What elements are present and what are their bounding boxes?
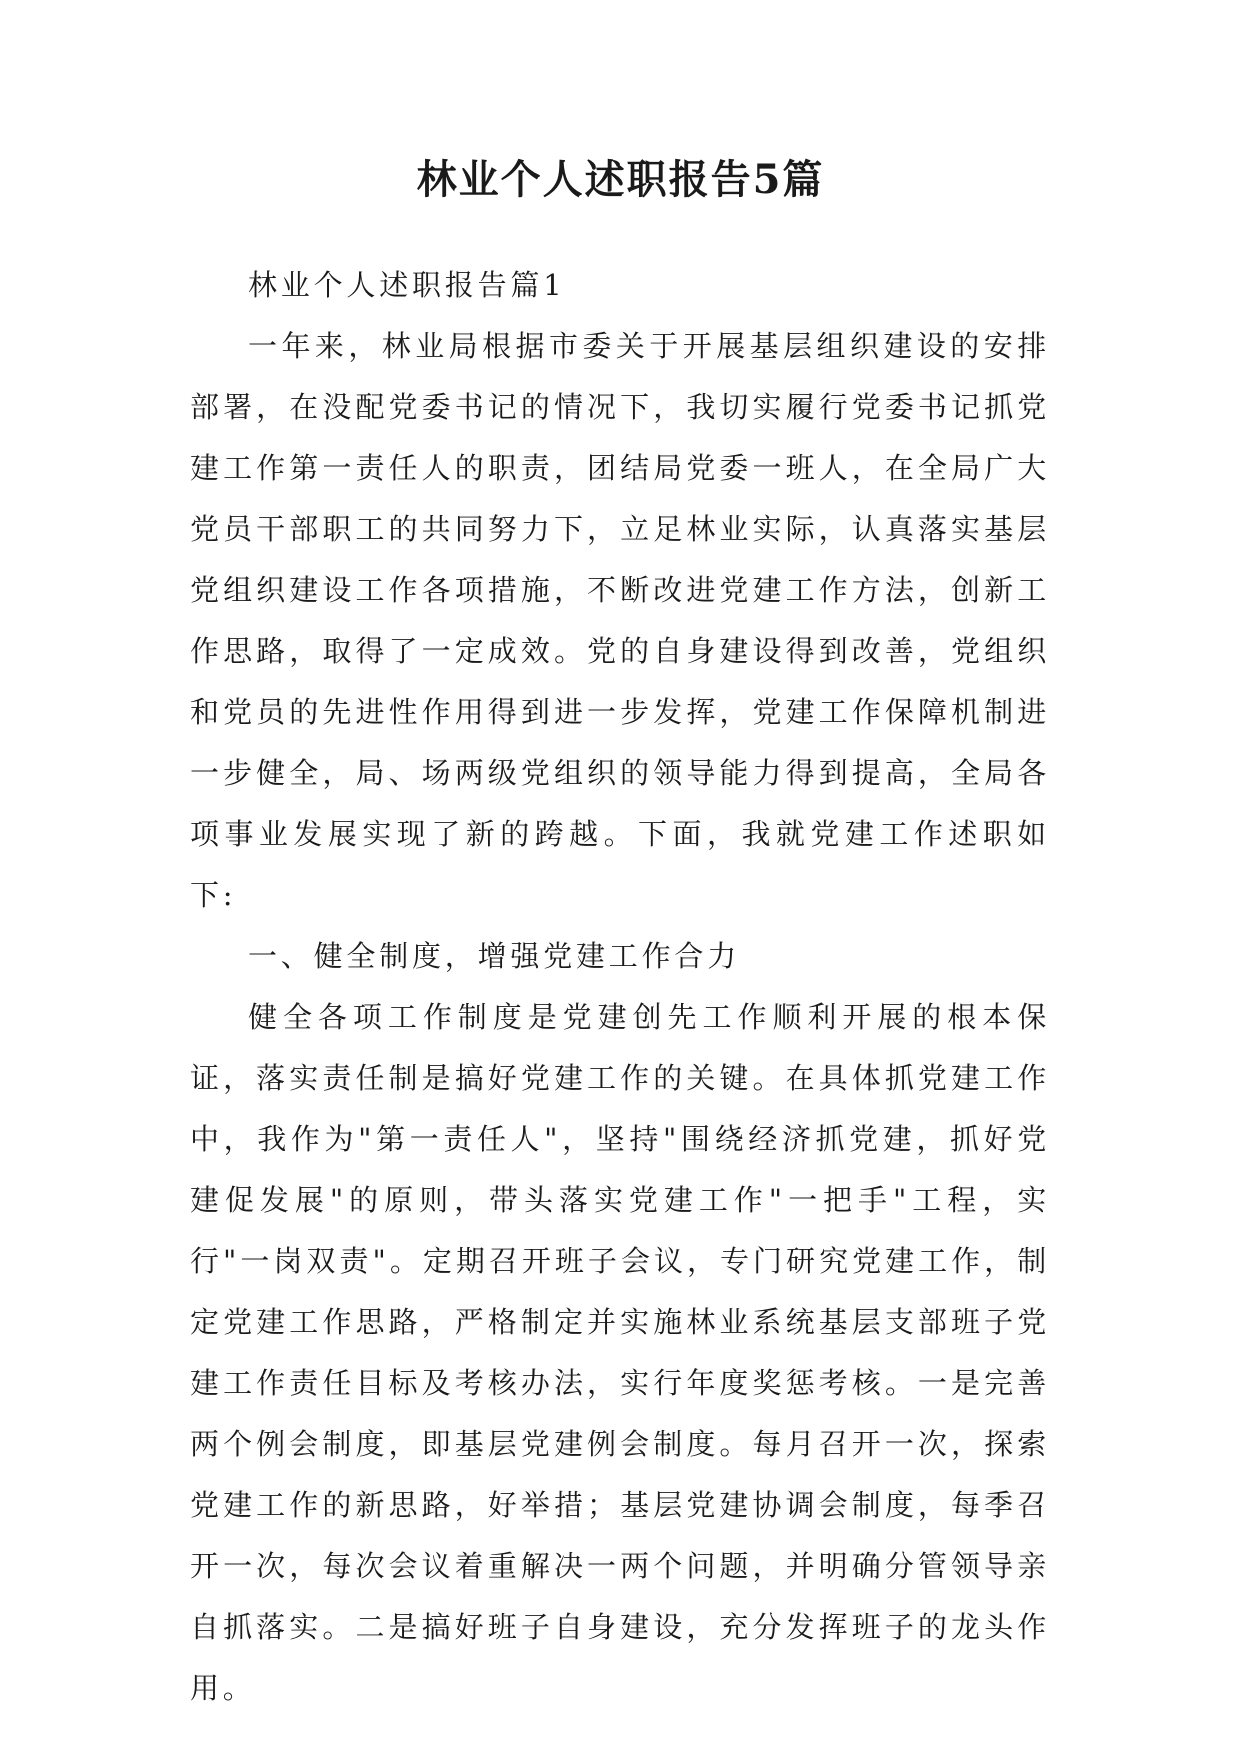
document-title: 林业个人述职报告5篇 xyxy=(416,156,825,203)
section-heading: 林业个人述职报告篇1 xyxy=(248,268,566,302)
body-paragraph: 一年来，林业局根据市委关于开展基层组织建设的安排部署，在没配党委书记的情况下，我切实履行党委书记抓党建工作第一责任人的职责，团结局党委一班人，在全局广大党员干部职工的共同努力下，立足林业实际，认真落实基层党组织建设工作各项措施，不断改进党建工作方法，创新工作思路，取得了一定成效。党的自身建设得到改善，党组织和党员的先进性作用得到进一步发挥，党建工作保障机制进一步健全，局、场两级党组织的领导能力得到提高，全局各项事业发展实现了新的跨越。下面，我就党建工作述职如下: xyxy=(190,329,1050,912)
subsection-heading: 一、健全制度，增强党建工作合力 xyxy=(248,939,741,973)
body-paragraph: 健全各项工作制度是党建创先工作顺利开展的根本保证，落实责任制是搞好党建工作的关键。在具体抓党建工作中，我作为"第一责任人"，坚持"围绕经济抓党建，抓好党建促发展"的原则，带头落实党建工作"一把手"工程，实行"一岗双责"。定期召开班子会议，专门研究党建工作，制定党建工作思路，严格制定并实施林业系统基层支部班子党建工作责任目标及考核办法，实行年度奖惩考核。一是完善两个例会制度，即基层党建例会制度。每月召开一次，探索党建工作的新思路，好举措；基层党建协调会制度，每季召开一次，每次会议着重解决一两个问题，并明确分管领导亲自抓落实。二是搞好班子自身建设，充分发挥班子的龙头作用。 xyxy=(190,1000,1050,1705)
document-body xyxy=(190,255,1050,1719)
